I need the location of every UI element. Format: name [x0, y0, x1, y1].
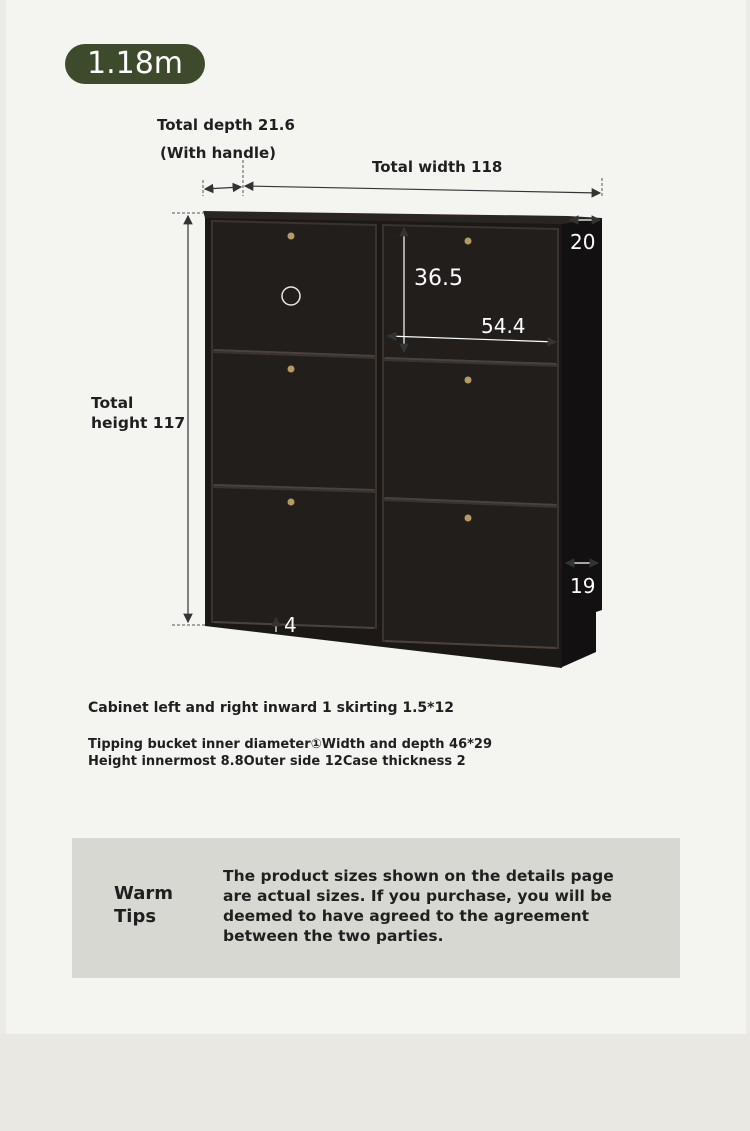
door-left-3 [212, 487, 376, 628]
door-right-2 [383, 360, 558, 505]
width-arrow [245, 186, 600, 193]
depth-label: Total depth 21.6 [157, 116, 295, 134]
door-width-label: 54.4 [481, 314, 526, 338]
door-left-2 [212, 352, 376, 490]
knob [465, 515, 472, 522]
bucket-spec-line2: Height innermost 8.8Outer side 12Case thickness 2 [88, 754, 466, 769]
size-badge: 1.18m [65, 44, 205, 84]
skirting-spec: Cabinet left and right inward 1 skirting 1.5*12 [88, 700, 454, 716]
base-height-label: 4 [284, 613, 297, 637]
depth-arrow [205, 187, 241, 189]
knob [288, 233, 295, 240]
knob [288, 499, 295, 506]
warm-tips-text: The product sizes shown on the details page are actual sizes. If you purchase, you will be deemed to have agreed to the agreement between the two parties. [223, 867, 614, 945]
door-right-3 [383, 500, 558, 648]
knob [465, 238, 472, 245]
side-offset-label: 19 [570, 574, 596, 598]
depth-note: (With handle) [160, 144, 277, 162]
warm-tips-title: Warm Tips [114, 883, 173, 927]
knob [465, 377, 472, 384]
door-right-1 [383, 225, 558, 364]
width-label: Total width 118 [372, 158, 503, 176]
bucket-spec-line1: Tipping bucket inner diameter①Width and depth 46*29 [88, 737, 493, 752]
door-height-label: 36.5 [414, 266, 463, 291]
height-label-line2: height 117 [91, 414, 186, 432]
cabinet-side [560, 218, 602, 668]
top-edge-label: 20 [570, 230, 596, 254]
bottom-band [0, 1034, 750, 1131]
height-label-line1: Total [91, 394, 134, 412]
knob [288, 366, 295, 373]
